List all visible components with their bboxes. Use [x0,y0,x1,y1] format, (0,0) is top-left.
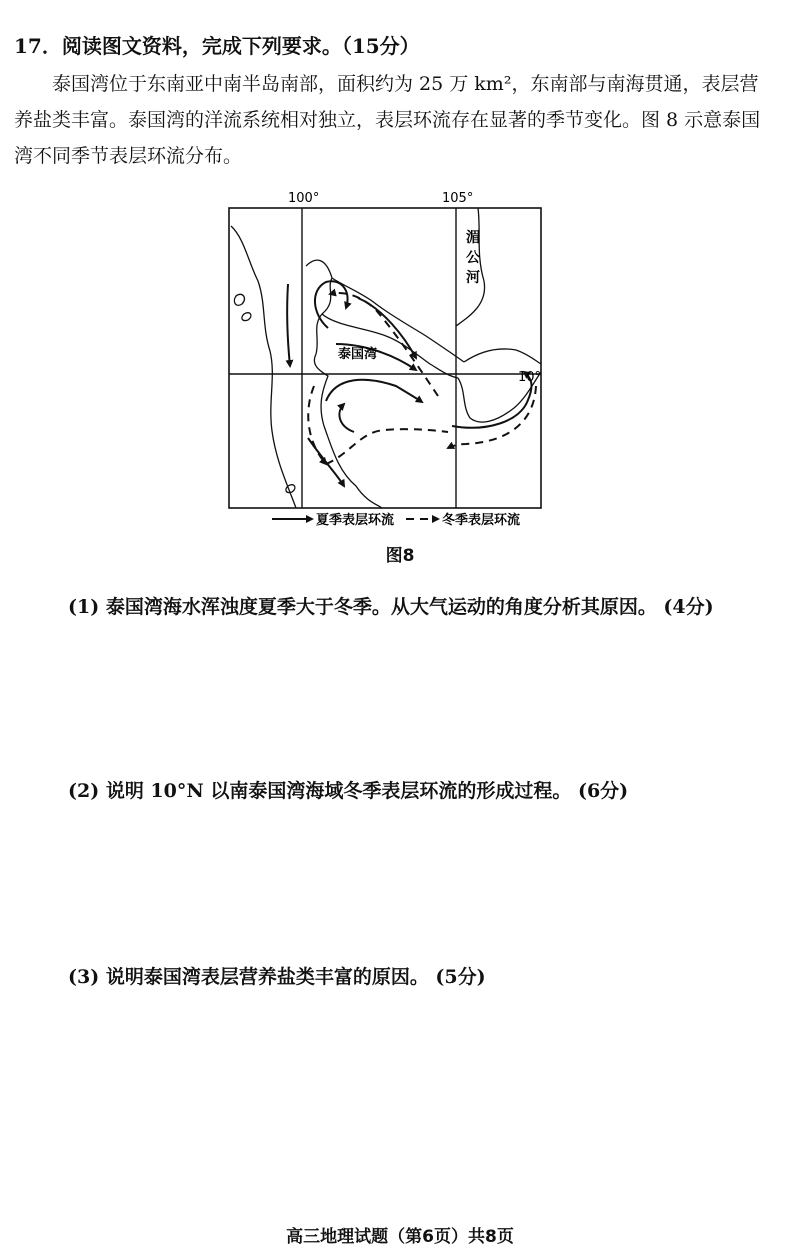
map-frame [229,208,541,508]
subquestion-1: (1) 泰国湾海水浑浊度夏季大于冬季。从大气运动的角度分析其原因。 (4分) [68,596,714,618]
river-label-char: 河 [466,270,480,286]
subquestion-2: (2) 说明 10°N 以南泰国湾海域冬季表层环流的形成过程。 (6分) [68,780,629,802]
river-label-char: 湄 [466,230,480,246]
coastline [231,208,541,508]
summer-current [315,281,348,328]
question-title: 17．阅读图文资料，完成下列要求。（15分） [14,34,420,58]
summer-current [339,404,354,432]
figure-caption: 图8 [385,546,415,566]
legend-winter-label: 冬季表层环流 [442,513,521,528]
gulf-label: 泰国湾 [338,347,378,362]
winter-circulation [308,293,536,464]
lon-label-105: 105° [442,191,474,206]
legend-summer-label: 夏季表层环流 [316,513,395,528]
intro-line: 泰国湾位于东南亚中南半岛南部，面积约为 25 万 km²，东南部与南海贯通，表层营 [52,73,759,95]
page-footer: 高三地理试题（第6页）共8页 [286,1227,514,1247]
subquestion-3: (3) 说明泰国湾表层营养盐类丰富的原因。 (5分) [68,966,486,988]
intro-line: 养盐类丰富。泰国湾的洋流系统相对独立，表层环流存在显著的季节变化。图 8 示意泰国 [14,109,761,131]
map-legend [272,512,520,528]
lat-label-10: 10° [518,370,542,385]
winter-current [326,429,448,464]
gulf-of-thailand-map [226,186,546,536]
lon-label-100: 100° [288,191,320,206]
winter-current [448,386,536,448]
river-label-char: 公 [466,250,480,266]
intro-line: 湾不同季节表层环流分布。 [14,145,243,167]
question-intro [14,66,786,174]
summer-current [287,284,290,366]
summer-current [326,380,422,402]
